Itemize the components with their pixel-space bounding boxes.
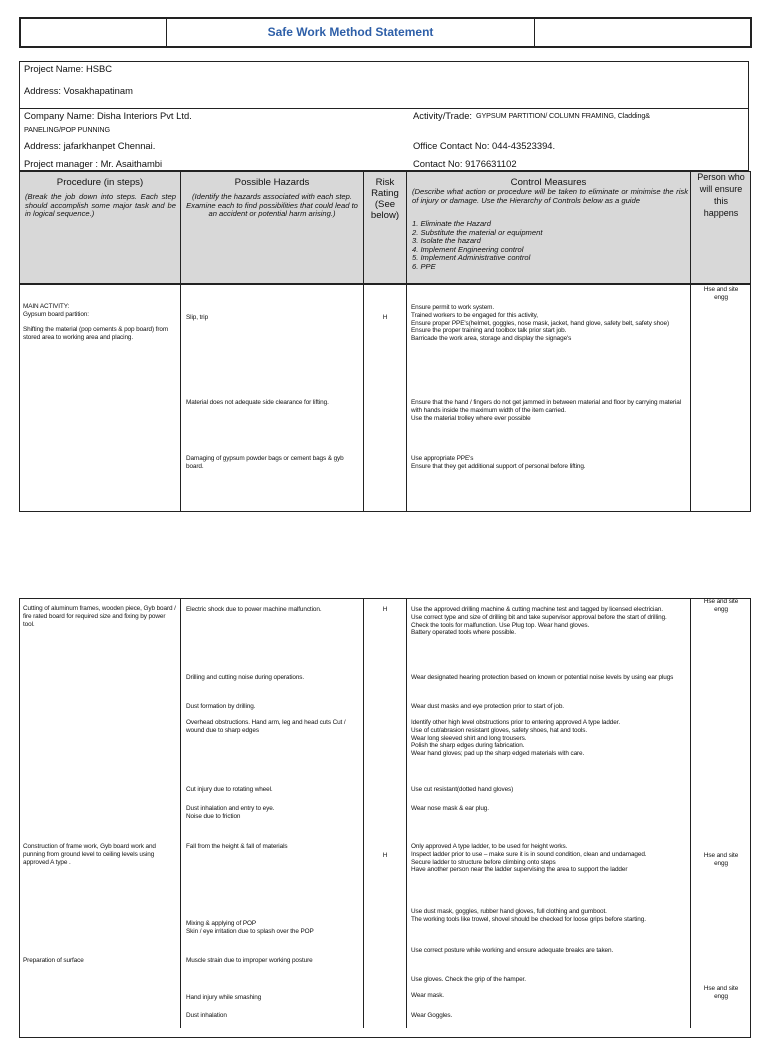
project-address: Address: Vosakhapatinam (24, 85, 133, 96)
section2-table (19, 598, 751, 1038)
section2-hazard-1: Electric shock due to power machine malfunction. (186, 606, 322, 613)
section2-control-6: Wear nose mask & ear plug. (411, 805, 489, 812)
section2-person-b: Hse and site engg (703, 852, 739, 867)
procedure-subheader: (Break the job down into steps. Each step should accomplish some major task and be in logical sequence.) (25, 192, 176, 219)
section1-control-3: Use appropriate PPE's Ensure that they get additional support of personal before lifting. (411, 455, 586, 470)
control-hierarchy-list: 1. Eliminate the Hazard 2. Substitute the material or equipment 3. Isolate the hazard 4. Implement Engineering control 5. Implement Administrative control 6. PPE (412, 219, 543, 271)
activity-label: Activity/Trade: (413, 110, 473, 121)
risk-header: Risk Rating (See below) (370, 177, 400, 221)
section2-control-2: Wear designated hearing protection based on known or potential noise levels by using ear plugs (411, 674, 674, 681)
section2-hazard-6: Dust inhalation and entry to eye. Noise due to friction (186, 805, 275, 820)
section1-hazard-3: Damaging of gypsum powder bags or cement bags & gyb board. (186, 455, 344, 470)
procedure-header: Procedure (in steps) (56, 177, 144, 188)
control-header: Control Measures (510, 177, 587, 188)
section2-hazard-11: Dust inhalation (186, 1012, 227, 1019)
section2-hazard-8: Mixing & applying of POP Skin / eye irritation due to splash over the POP (186, 920, 314, 935)
section2-risk-7: H (382, 852, 388, 859)
office-contact: Office Contact No: 044-43523394. (413, 140, 556, 151)
project-name: Project Name: HSBC (24, 63, 113, 74)
person-header: Person who will ensure this happens (697, 172, 745, 218)
section2-hazard-5: Cut injury due to rotating wheel. (186, 786, 273, 793)
section2-control-10: Use gloves. Check the grip of the hamper. Wear mask. (411, 976, 526, 999)
activity-value: GYPSUM PARTITION/ COLUMN FRAMING, Cladding& (476, 111, 650, 120)
hazards-header: Possible Hazards (234, 177, 310, 188)
section2-control-3: Wear dust masks and eye protection prior to start of job. (411, 703, 564, 710)
section2-control-4: Identify other high level obstructions prior to entering approved A type ladder. Use of cut/abrasion resistant gloves, safety shoes, hat and tools. Wear long sleeved shirt and long trousers. Polish the sharp edges during fabrication. Wear hand gloves; pad up the sharp edged materials with care. (411, 719, 621, 758)
section2-control-7: Only approved A type ladder, to be used for height works. Inspect ladder prior to use – make sure it is in sound condition, clean and undamaged. Secure ladder to structure before climbing onto steps Have another person near the ladder supervising the area to support the ladder (411, 843, 647, 874)
section1-control-1: Ensure permit to work system. Trained workers to be engaged for this activity, Ensure proper PPE's(helmet, goggles, nose mask, jacket, hand glove, safety belt, safety shoe) Ensure the proper training and toolbox talk prior start job. Barricade the work area, storage and display the signage's (411, 304, 669, 343)
contact-number: Contact No: 9176631102 (413, 158, 517, 169)
section2-person-c: Hse and site engg (703, 985, 739, 1000)
section2-risk-1: H (382, 606, 388, 613)
page-title: Safe Work Method Statement (267, 25, 434, 39)
section2-control-9: Use correct posture while working and ensure adequate breaks are taken. (411, 947, 614, 954)
section2-hazard-3: Dust formation by drilling. (186, 703, 256, 710)
section1-person: Hse and site engg (703, 286, 739, 301)
section1-hazard-2: Material does not adequate side clearance for lifting. (186, 399, 329, 406)
section2-hazard-7: Fall from the height & fall of materials (186, 843, 288, 850)
section2-control-5: Use cut resistant(dotted hand gloves) (411, 786, 514, 793)
section2-person-a: Hse and site engg (703, 598, 739, 613)
control-subheader: (Describe what action or procedure will be taken to eliminate or minimise the risk of injury or damage. Use the Hierarchy of Controls below as a guide (412, 187, 688, 205)
section2-hazard-2: Drilling and cutting noise during operations. (186, 674, 305, 681)
company-name: Company Name: Disha Interiors Pvt Ltd. (24, 110, 192, 121)
section2-procedure-a: Cutting of aluminum frames, wooden piece, Gyb board / fire rated board for required size and fixing by power tool. (23, 605, 176, 628)
section2-procedure-b: Construction of frame work, Gyb board work and punning from ground level to ceiling levels using approved A type . (23, 843, 156, 866)
company-name-cont: PANELING/POP PUNNING (24, 125, 111, 134)
section2-control-1: Use the approved drilling machine & cutting machine test and tagged by licensed electrician. Use correct type and size of drilling bit and take supervisor approval before the start of drilling. Check the tools for malfunction. Use Plug top. Wear hand gloves. Battery operated tools where possible. (411, 606, 667, 637)
section1-procedure: MAIN ACTIVITY: Gypsum board partition: Shifting the material (pop cements & pop board) from stored area to working area and placing. (23, 303, 169, 342)
section2-hazard-10: Hand injury while smashing (186, 994, 262, 1001)
section2-control-11: Wear Goggles. (411, 1012, 453, 1019)
company-address: Address: jafarkhanpet Chennai. (24, 140, 156, 151)
section2-procedure-c: Preparation of surface (23, 957, 84, 964)
section1-risk-1: H (382, 314, 388, 321)
hazards-subheader: (Identify the hazards associated with each step. Examine each to find possibilities that could lead to an accident or potential harm arising.) (186, 192, 358, 219)
section2-hazard-4: Overhead obstructions. Hand arm, leg and head cuts Cut / wound due to sharp edges (186, 719, 346, 734)
section1-hazard-1: Slip, trip (186, 314, 209, 321)
section2-control-8: Use dust mask, goggles, rubber hand gloves, full clothing and gumboot. The working tools like trowel, shovel should be checked for loose grips before starting. (411, 908, 646, 923)
section2-hazard-9: Muscle strain due to improper working posture (186, 957, 313, 964)
section1-control-2: Ensure that the hand / fingers do not get jammed in between material and floor by carrying material with hands inside the maximum width of the item carried. Use the material trolley where ever possible (411, 399, 682, 422)
project-manager: Project manager : Mr. Asaithambi (24, 158, 163, 169)
